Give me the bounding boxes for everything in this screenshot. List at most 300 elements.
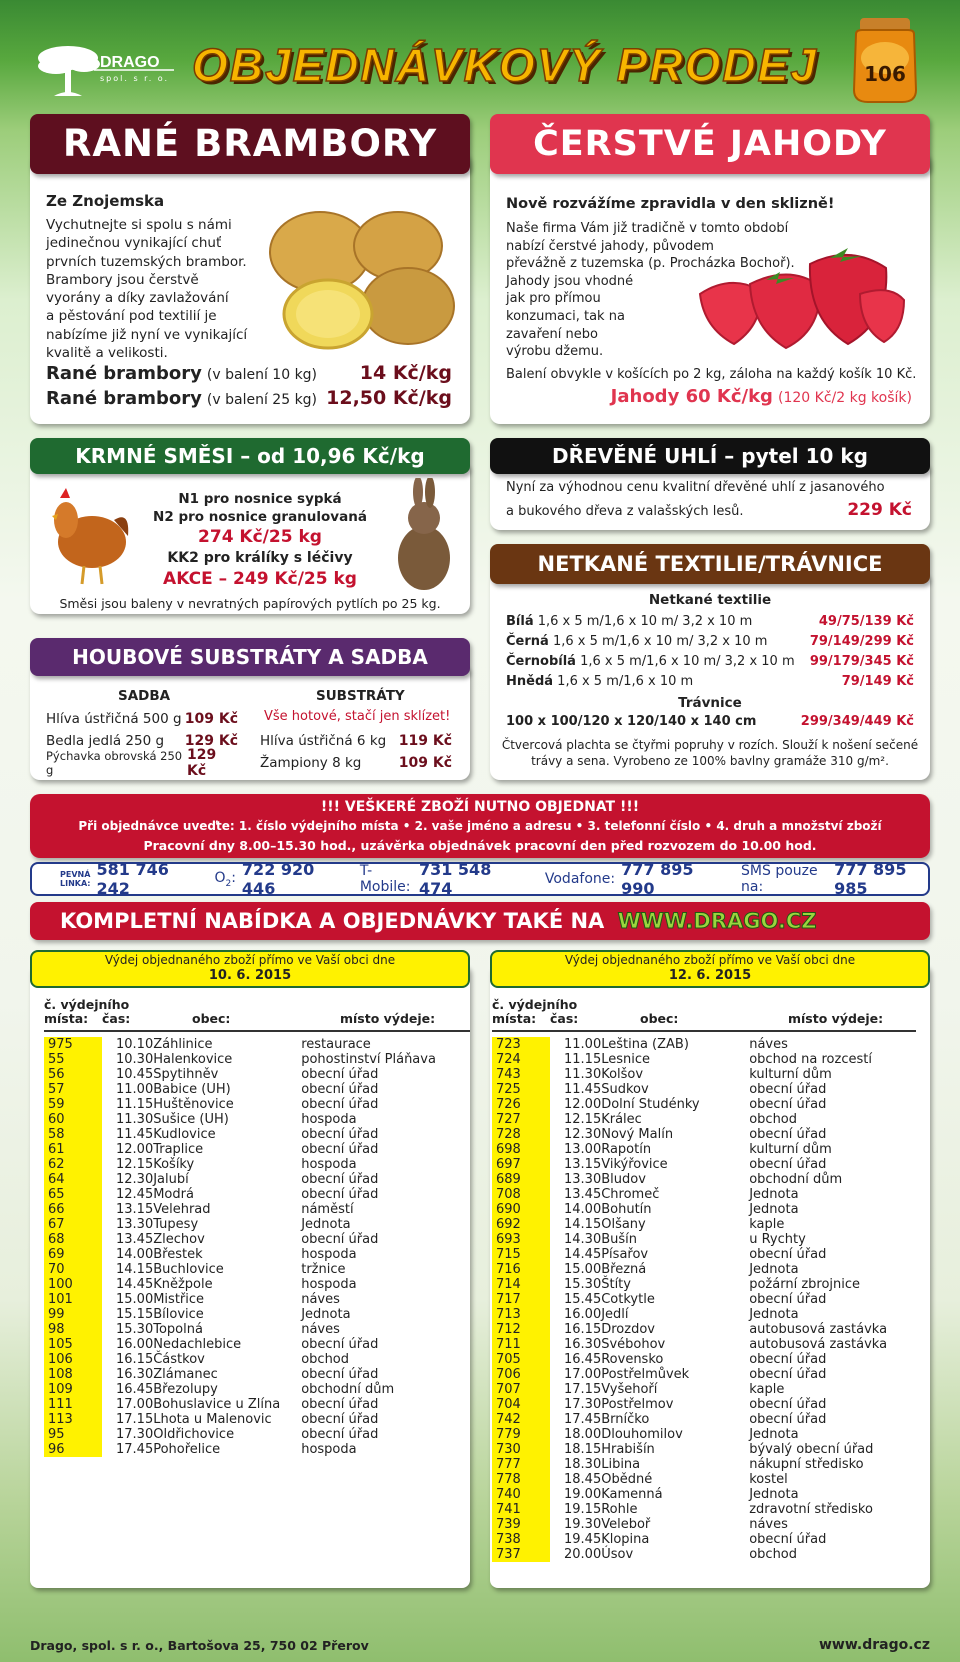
village-name: Libina bbox=[601, 1457, 641, 1472]
houby-header bbox=[30, 638, 470, 676]
pickup-number: 726 bbox=[492, 1097, 550, 1112]
sms-phone[interactable]: 777 895 985 bbox=[834, 860, 907, 898]
pickup-number: 698 bbox=[492, 1142, 550, 1157]
travnice-price: 299/349/449 Kč bbox=[800, 714, 914, 729]
pickup-number: 61 bbox=[44, 1142, 102, 1157]
pickup-place: zdravotní středisko bbox=[749, 1502, 873, 1517]
pickup-place: obecní úřad bbox=[301, 1067, 379, 1082]
pickup-time: 17.00 bbox=[564, 1367, 602, 1382]
table-row bbox=[492, 1262, 919, 1277]
pickup-number: 779 bbox=[492, 1427, 550, 1442]
pickup-place: Jednota bbox=[301, 1307, 351, 1322]
village-name: Brníčko bbox=[601, 1412, 650, 1427]
pickup-time: 19.15 bbox=[564, 1502, 602, 1517]
travnice-subheading: Trávnice bbox=[678, 695, 742, 711]
fixed-label: PEVNÁ bbox=[60, 870, 91, 879]
footer-address: Drago, spol. s r. o., Bartošova 25, 750 02 Přerov bbox=[30, 1638, 369, 1653]
pickup-place: Jednota bbox=[749, 1262, 799, 1277]
pickup-time: 12.15 bbox=[564, 1112, 602, 1127]
table-row bbox=[44, 1187, 471, 1202]
pickup-number: 56 bbox=[44, 1067, 102, 1082]
pickup-time: 10.30 bbox=[116, 1052, 154, 1067]
pickup-place: náves bbox=[749, 1037, 788, 1052]
pickup-number: 692 bbox=[492, 1217, 550, 1232]
jahody-text-line: zavaření nebo bbox=[506, 326, 598, 342]
col-header: místa: bbox=[492, 1011, 537, 1026]
pickup-number: 62 bbox=[44, 1157, 102, 1172]
table-row bbox=[44, 1247, 471, 1262]
pickup-place: kulturní dům bbox=[749, 1142, 832, 1157]
tmobile-label: T-Mobile: bbox=[359, 863, 411, 895]
jahody-text-line: Jahody jsou vhodné bbox=[506, 273, 634, 289]
price-item-name: Rané brambory bbox=[46, 363, 202, 384]
pickup-place: obchod bbox=[301, 1352, 350, 1367]
strawberries-image bbox=[690, 244, 910, 354]
uhli-price: 229 Kč bbox=[847, 500, 912, 520]
pickup-time: 11.00 bbox=[116, 1082, 154, 1097]
table-row bbox=[492, 1217, 919, 1232]
village-name: Kolšov bbox=[601, 1067, 644, 1082]
col-header: místo výdeje: bbox=[788, 1011, 884, 1026]
table-row bbox=[492, 1397, 919, 1412]
brambory-text-line: Brambory jsou čerstvě bbox=[46, 271, 199, 288]
pickup-place: hospoda bbox=[301, 1247, 357, 1262]
table-row bbox=[492, 1322, 919, 1337]
fixed-line-label bbox=[60, 870, 91, 888]
sadba-heading: SADBA bbox=[118, 688, 171, 704]
web-banner bbox=[30, 902, 930, 940]
village-name: Lesnice bbox=[601, 1052, 651, 1067]
textilie-color: Hnědá bbox=[506, 673, 554, 689]
pickup-place: obecní úřad bbox=[749, 1082, 827, 1097]
o2-phone[interactable]: 722 920 446 bbox=[241, 860, 315, 898]
textilie-color: Bílá bbox=[506, 613, 534, 629]
pickup-number: 101 bbox=[44, 1292, 102, 1307]
substraty-heading: SUBSTRÁTY bbox=[316, 688, 405, 704]
pickup-place: náměstí bbox=[301, 1202, 354, 1217]
potatoes-image bbox=[258, 196, 458, 356]
header-rule bbox=[44, 1030, 470, 1032]
pickup-place: náves bbox=[301, 1322, 340, 1337]
table-row bbox=[44, 1127, 471, 1142]
table-row bbox=[492, 1232, 919, 1247]
pickup-place: obecní úřad bbox=[301, 1172, 379, 1187]
village-name: Kudlovice bbox=[153, 1127, 216, 1142]
village-name: Bohutín bbox=[601, 1202, 652, 1217]
pickup-number: 693 bbox=[492, 1232, 550, 1247]
notice-line: Pracovní dny 8.00–15.30 hod., uzávěrka objednávek pracovní den před rozvozem do 10.00 hod. bbox=[143, 838, 817, 853]
brambory-text bbox=[46, 216, 247, 362]
pickup-place: Jednota bbox=[749, 1202, 799, 1217]
pickup-time: 18.30 bbox=[564, 1457, 602, 1472]
pickup-place: hospoda bbox=[301, 1277, 357, 1292]
uhli-line: a bukového dřeva z valašských lesů. bbox=[506, 504, 744, 519]
village-name: Oldřichovice bbox=[153, 1427, 235, 1442]
pickup-place: požární zbrojnice bbox=[749, 1277, 861, 1292]
textilie-subheading: Netkané textilie bbox=[648, 592, 772, 608]
village-name: Bílovice bbox=[153, 1307, 204, 1322]
phone-bar bbox=[30, 862, 930, 896]
pickup-time: 12.00 bbox=[564, 1097, 602, 1112]
sadba-item: Bedla jedlá 250 g bbox=[46, 733, 165, 749]
pickup-place: obecní úřad bbox=[749, 1292, 827, 1307]
pickup-time: 16.15 bbox=[116, 1352, 154, 1367]
table-row bbox=[44, 1067, 471, 1082]
village-name: Písařov bbox=[601, 1247, 649, 1262]
village-name: Rovensko bbox=[601, 1352, 664, 1367]
pickup-place: kaple bbox=[749, 1217, 785, 1232]
table-row bbox=[44, 1427, 471, 1442]
col-header: obec: bbox=[192, 1011, 231, 1026]
pickup-time: 13.30 bbox=[564, 1172, 602, 1187]
pickup-time: 11.45 bbox=[116, 1127, 154, 1142]
brambory-subtitle: Ze Znojemska bbox=[46, 192, 165, 210]
pickup-time: 17.30 bbox=[116, 1427, 154, 1442]
table-row bbox=[492, 1457, 919, 1472]
pickup-number: 113 bbox=[44, 1412, 102, 1427]
table-row bbox=[492, 1307, 919, 1322]
pickup-number: 975 bbox=[44, 1037, 102, 1052]
pickup-time: 12.30 bbox=[116, 1172, 154, 1187]
village-name: Topolná bbox=[153, 1322, 203, 1337]
table-row bbox=[44, 1142, 471, 1157]
substraty-list bbox=[260, 730, 452, 774]
table-row bbox=[44, 1337, 471, 1352]
table-row bbox=[44, 1112, 471, 1127]
pickup-number: 712 bbox=[492, 1322, 550, 1337]
pickup-number: 96 bbox=[44, 1442, 102, 1457]
pickup-number: 778 bbox=[492, 1472, 550, 1487]
schedule-left-head bbox=[44, 998, 470, 1026]
brand-name: DRAGO bbox=[100, 54, 160, 71]
textilie-note bbox=[490, 737, 930, 769]
notice-line: Při objednávce uveďte: 1. číslo výdejního místa • 2. vaše jméno a adresu • 3. telefonní číslo • 4. druh a množství zboží bbox=[78, 819, 882, 833]
village-name: Dlouhomilov bbox=[601, 1427, 683, 1442]
village-name: Březná bbox=[601, 1262, 647, 1277]
village-name: Vyšehoří bbox=[601, 1382, 658, 1397]
hen-image bbox=[44, 480, 130, 590]
table-row bbox=[44, 1037, 471, 1052]
pickup-place: obchod bbox=[749, 1547, 798, 1562]
pickup-number: 713 bbox=[492, 1307, 550, 1322]
pickup-number: 740 bbox=[492, 1487, 550, 1502]
pickup-time: 15.00 bbox=[564, 1262, 602, 1277]
pickup-time: 16.15 bbox=[564, 1322, 602, 1337]
textilie-size: 1,6 x 5 m/1,6 x 10 m/ 3,2 x 10 m bbox=[552, 633, 768, 649]
pickup-place: obecní úřad bbox=[749, 1157, 827, 1172]
pickup-place: obecní úřad bbox=[301, 1142, 379, 1157]
pickup-time: 14.00 bbox=[564, 1202, 602, 1217]
brand-sub: spol. s r. o. bbox=[100, 74, 170, 83]
table-row bbox=[492, 1547, 919, 1562]
col-header: místa: bbox=[44, 1011, 89, 1026]
pickup-number: 70 bbox=[44, 1262, 102, 1277]
pickup-number: 100 bbox=[44, 1277, 102, 1292]
pickup-place: obecní úřad bbox=[301, 1337, 379, 1352]
textilie-color: Černá bbox=[506, 633, 549, 649]
pickup-place: kostel bbox=[749, 1472, 788, 1487]
pickup-place: Jednota bbox=[749, 1487, 799, 1502]
pickup-place: obecní úřad bbox=[301, 1127, 379, 1142]
village-name: Bušín bbox=[601, 1232, 638, 1247]
table-row bbox=[492, 1202, 919, 1217]
pickup-time: 19.30 bbox=[564, 1517, 602, 1532]
fixed-phone[interactable]: 581 746 242 bbox=[96, 860, 169, 898]
table-row bbox=[44, 1367, 471, 1382]
village-name: Dolní Studénky bbox=[601, 1097, 700, 1112]
table-row bbox=[492, 1442, 919, 1457]
substraty-note: Vše hotové, stačí jen sklízet! bbox=[264, 709, 451, 724]
rabbit-image bbox=[390, 478, 456, 594]
price-value: 12,50 Kč/kg bbox=[326, 387, 452, 409]
pickup-number: 59 bbox=[44, 1097, 102, 1112]
pickup-number: 67 bbox=[44, 1217, 102, 1232]
pickup-number: 58 bbox=[44, 1127, 102, 1142]
textilie-header bbox=[490, 544, 930, 584]
pickup-place: kaple bbox=[749, 1382, 785, 1397]
pickup-time: 17.45 bbox=[116, 1442, 154, 1457]
brambory-text-line: jedinečnou vynikající chuť bbox=[46, 235, 222, 252]
pickup-number: 727 bbox=[492, 1112, 550, 1127]
village-name: Rohle bbox=[601, 1502, 638, 1517]
table-row bbox=[492, 1277, 919, 1292]
textilie-size: 1,6 x 5 m/1,6 x 10 m bbox=[557, 673, 694, 689]
pickup-time: 16.45 bbox=[116, 1382, 154, 1397]
table-row bbox=[492, 1112, 919, 1127]
pickup-time: 17.15 bbox=[564, 1382, 602, 1397]
village-name: Halenkovice bbox=[153, 1052, 233, 1067]
pickup-place: pohostinství Pláňava bbox=[301, 1052, 436, 1067]
page-title: OBJEDNÁVKOVÝ PRODEJ bbox=[192, 39, 818, 91]
pickup-place: bývalý obecní úřad bbox=[749, 1442, 874, 1457]
pickup-time: 11.30 bbox=[116, 1112, 154, 1127]
uhli-line: Nyní za výhodnou cenu kvalitní dřevěné uhlí z jasanového bbox=[506, 480, 885, 495]
brambory-text-line: nabízíme již nyní ve vynikající bbox=[46, 326, 248, 343]
pickup-place: restaurace bbox=[301, 1037, 371, 1052]
table-row bbox=[492, 1037, 919, 1052]
village-name: Olšany bbox=[601, 1217, 646, 1232]
drago-logo[interactable] bbox=[34, 40, 184, 102]
jahody-text-line: Naše firma Vám již tradičně v tomto období bbox=[506, 221, 789, 236]
table-row bbox=[492, 1367, 919, 1382]
pickup-place: obecní úřad bbox=[301, 1427, 379, 1442]
pickup-number: 95 bbox=[44, 1427, 102, 1442]
textilie-list bbox=[506, 611, 914, 691]
sadba-price: 129 Kč bbox=[186, 747, 217, 779]
pickup-place: obecní úřad bbox=[301, 1397, 379, 1412]
village-name: Obědné bbox=[601, 1472, 653, 1487]
table-row bbox=[44, 1277, 471, 1292]
pickup-number: 99 bbox=[44, 1307, 102, 1322]
pickup-place: náves bbox=[749, 1517, 788, 1532]
village-name: Rapotín bbox=[601, 1142, 652, 1157]
table-row bbox=[44, 1442, 471, 1457]
table-row bbox=[44, 1052, 471, 1067]
village-name: Štíty bbox=[601, 1277, 631, 1292]
village-name: Leština (ZAB) bbox=[601, 1037, 689, 1052]
pickup-time: 13.15 bbox=[564, 1157, 602, 1172]
sadba-price: 109 Kč bbox=[184, 711, 238, 727]
table-row bbox=[492, 1127, 919, 1142]
pickup-place: obecní úřad bbox=[301, 1187, 379, 1202]
table-row bbox=[492, 1247, 919, 1262]
textilie-price: 79/149/299 Kč bbox=[809, 633, 914, 649]
pickup-number: 742 bbox=[492, 1412, 550, 1427]
table-row bbox=[492, 1172, 919, 1187]
pickup-time: 17.00 bbox=[116, 1397, 154, 1412]
village-name: Vikýřovice bbox=[601, 1157, 668, 1172]
pickup-time: 12.30 bbox=[564, 1127, 602, 1142]
price-value: 14 Kč/kg bbox=[359, 362, 452, 384]
pickup-number: 717 bbox=[492, 1292, 550, 1307]
village-name: Nedachlebice bbox=[153, 1337, 242, 1352]
table-row bbox=[492, 1472, 919, 1487]
village-name: Králec bbox=[601, 1112, 642, 1127]
pickup-time: 13.00 bbox=[564, 1142, 602, 1157]
pickup-number: 704 bbox=[492, 1397, 550, 1412]
pickup-number: 65 bbox=[44, 1187, 102, 1202]
jahody-headline: Nově rozvážíme zpravidla v den sklizně! bbox=[506, 196, 835, 212]
krmne-line: N1 pro nosnice sypká bbox=[178, 491, 342, 507]
village-name: Hrabišín bbox=[601, 1442, 655, 1457]
pickup-number: 737 bbox=[492, 1547, 550, 1562]
pickup-time: 14.30 bbox=[564, 1232, 602, 1247]
village-name: Velehrad bbox=[153, 1202, 211, 1217]
textilie-title: NETKANÉ TEXTILIE/TRÁVNICE bbox=[537, 552, 883, 576]
notice-headline: !!! VEŠKERÉ ZBOŽÍ NUTNO OBJEDNAT !!! bbox=[320, 799, 640, 815]
pickup-time: 10.10 bbox=[116, 1037, 154, 1052]
pickup-time: 16.30 bbox=[116, 1367, 154, 1382]
pickup-time: 19.45 bbox=[564, 1532, 602, 1547]
village-name: Cotkytle bbox=[601, 1292, 655, 1307]
pickup-time: 14.00 bbox=[116, 1247, 154, 1262]
pickup-place: obecní úřad bbox=[749, 1412, 827, 1427]
pickup-place: Jednota bbox=[749, 1427, 799, 1442]
pickup-number: 55 bbox=[44, 1052, 102, 1067]
table-row bbox=[44, 1397, 471, 1412]
caption-text: Výdej objednaného zboží přímo ve Vaší obci dne bbox=[104, 953, 396, 967]
table-row bbox=[492, 1502, 919, 1517]
schedule-right-caption bbox=[490, 950, 930, 988]
pickup-time: 10.45 bbox=[116, 1067, 154, 1082]
village-name: Úsov bbox=[601, 1547, 634, 1562]
pickup-time: 15.30 bbox=[564, 1277, 602, 1292]
pickup-place: obchod na rozcestí bbox=[749, 1052, 872, 1067]
brambory-title: RANÉ BRAMBORY bbox=[62, 122, 438, 165]
village-name: Kněžpole bbox=[153, 1277, 213, 1292]
pickup-time: 18.00 bbox=[564, 1427, 602, 1442]
pickup-time: 16.00 bbox=[564, 1307, 602, 1322]
col-header: čas: bbox=[102, 1011, 131, 1026]
table-row bbox=[44, 1082, 471, 1097]
pickup-number: 738 bbox=[492, 1532, 550, 1547]
sadba-item: Hlíva ústřičná 500 g bbox=[46, 711, 182, 727]
table-row bbox=[44, 1157, 471, 1172]
pickup-place: hospoda bbox=[301, 1112, 357, 1127]
pickup-number: 109 bbox=[44, 1382, 102, 1397]
pickup-place: obchodní dům bbox=[301, 1382, 395, 1397]
web-banner-text: KOMPLETNÍ NABÍDKA A OBJEDNÁVKY TAKÉ NA bbox=[60, 909, 605, 933]
table-row bbox=[492, 1517, 919, 1532]
tmobile-phone[interactable]: 731 548 474 bbox=[418, 860, 492, 898]
pickup-time: 12.00 bbox=[116, 1142, 154, 1157]
village-name: Zlechov bbox=[153, 1232, 205, 1247]
col-header: č. výdejního bbox=[44, 997, 130, 1012]
price-item-name: Rané brambory bbox=[46, 388, 202, 409]
pickup-place: hospoda bbox=[301, 1157, 357, 1172]
pickup-place: náves bbox=[301, 1292, 340, 1307]
pickup-place: autobusová zastávka bbox=[749, 1322, 888, 1337]
web-url-link[interactable]: WWW.DRAGO.CZ bbox=[617, 909, 817, 933]
pickup-number: 728 bbox=[492, 1127, 550, 1142]
village-name: Košíky bbox=[153, 1157, 195, 1172]
village-name: Bludov bbox=[601, 1172, 646, 1187]
table-row bbox=[44, 1322, 471, 1337]
brambory-header bbox=[30, 114, 470, 174]
pickup-place: hospoda bbox=[301, 1442, 357, 1457]
vodafone-label: Vodafone: bbox=[544, 871, 616, 887]
table-row bbox=[492, 1097, 919, 1112]
pickup-time: 15.30 bbox=[116, 1322, 154, 1337]
pickup-time: 14.15 bbox=[564, 1217, 602, 1232]
brambory-text-line: prvních tuzemských brambor. bbox=[46, 253, 247, 270]
pickup-number: 725 bbox=[492, 1082, 550, 1097]
pickup-time: 11.30 bbox=[564, 1067, 602, 1082]
jahody-text-line: nabízí čerstvé jahody, původem bbox=[506, 238, 714, 254]
pickup-time: 15.45 bbox=[564, 1292, 602, 1307]
table-row bbox=[492, 1187, 919, 1202]
pickup-place: obecní úřad bbox=[301, 1367, 379, 1382]
schedule-left-caption bbox=[30, 950, 470, 988]
substrat-item: Žampiony 8 kg bbox=[260, 755, 362, 771]
jahody-price-note: (120 Kč/2 kg košík) bbox=[778, 390, 912, 406]
pickup-place: obecní úřad bbox=[301, 1232, 379, 1247]
table-row bbox=[44, 1262, 471, 1277]
pickup-number: 739 bbox=[492, 1517, 550, 1532]
pickup-place: obecní úřad bbox=[749, 1532, 827, 1547]
krmne-price: 274 Kč/25 kg bbox=[198, 527, 322, 547]
pickup-place: kulturní dům bbox=[749, 1067, 832, 1082]
houby-title: HOUBOVÉ SUBSTRÁTY A SADBA bbox=[72, 645, 428, 669]
schedule-date: 10. 6. 2015 bbox=[208, 968, 292, 983]
village-name: Babice (UH) bbox=[153, 1082, 231, 1097]
table-row bbox=[492, 1067, 919, 1082]
table-row bbox=[492, 1292, 919, 1307]
schedule-left-table bbox=[44, 1037, 471, 1457]
table-row bbox=[492, 1412, 919, 1427]
jahody-price-row bbox=[490, 386, 912, 407]
village-name: Březolupy bbox=[153, 1382, 218, 1397]
pickup-time: 12.45 bbox=[116, 1187, 154, 1202]
pickup-place: obecní úřad bbox=[749, 1397, 827, 1412]
footer-url-link[interactable]: www.drago.cz bbox=[818, 1637, 930, 1653]
village-name: Zlámanec bbox=[153, 1367, 218, 1382]
pickup-number: 743 bbox=[492, 1067, 550, 1082]
brambory-text-line: kvalitě a velikosti. bbox=[46, 345, 168, 362]
vodafone-phone[interactable]: 777 895 990 bbox=[621, 860, 694, 898]
textilie-note-line: Čtvercová plachta se čtyřmi popruhy v rozích. Slouží k nošení sečené bbox=[501, 738, 919, 752]
pickup-number: 707 bbox=[492, 1382, 550, 1397]
pickup-time: 19.00 bbox=[564, 1487, 602, 1502]
col-header: čas: bbox=[550, 1011, 579, 1026]
pickup-number: 723 bbox=[492, 1037, 550, 1052]
pickup-place: Jednota bbox=[749, 1307, 799, 1322]
pickup-time: 17.45 bbox=[564, 1412, 602, 1427]
village-name: Drozdov bbox=[601, 1322, 655, 1337]
village-name: Postřelmov bbox=[601, 1397, 674, 1412]
pickup-place: obecní úřad bbox=[749, 1097, 827, 1112]
table-row bbox=[492, 1382, 919, 1397]
